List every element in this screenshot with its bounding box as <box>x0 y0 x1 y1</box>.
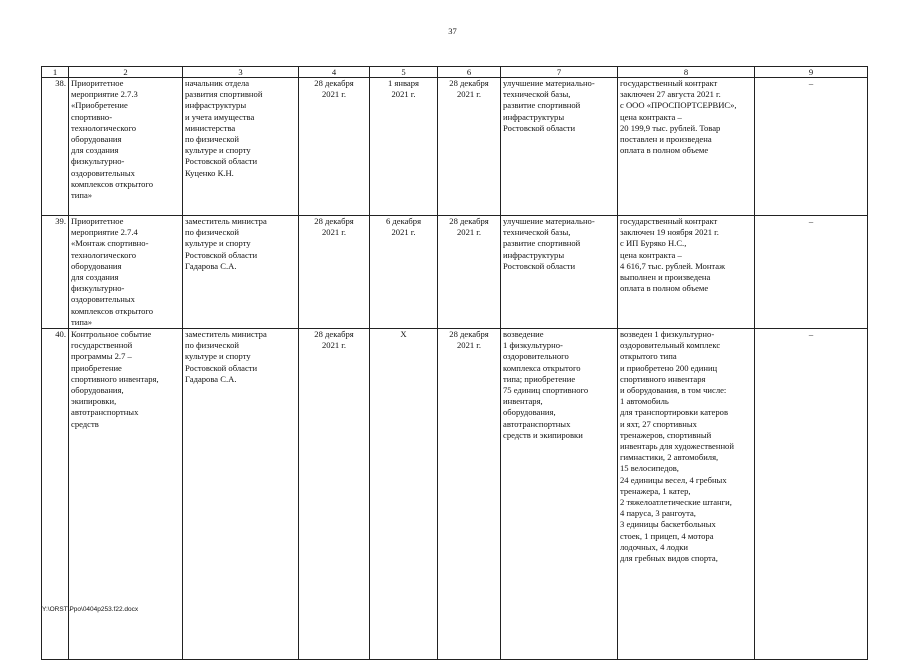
note: – <box>755 216 868 329</box>
row-number: 40. <box>42 329 69 660</box>
responsible-person: заместитель министра по физической культуре и спорту Ростовской области Гадарова С.А. <box>183 329 299 660</box>
table-row <box>42 216 868 329</box>
page-number: 37 <box>448 26 457 36</box>
planned-date: 28 декабря 2021 г. <box>299 329 370 660</box>
header-cell-6: 6 <box>438 67 501 78</box>
responsible-person: заместитель министра по физической культуре и спорту Ростовской области Гадарова С.А. <box>183 216 299 329</box>
responsible-person: начальник отдела развития спортивной инфраструктуры и учета имущества министерства по физической культуре и спорту Ростовской области Куценко К.Н. <box>183 78 299 216</box>
planned-result: улучшение материально- технической базы, развитие спортивной инфраструктуры Ростовской области <box>501 78 618 216</box>
planned-date: 28 декабря 2021 г. <box>299 216 370 329</box>
header-cell-2: 2 <box>69 67 183 78</box>
actual-start-date: Х <box>370 329 438 660</box>
note: – <box>755 329 868 660</box>
header-cell-8: 8 <box>618 67 755 78</box>
actual-result: государственный контракт заключен 19 ноября 2021 г. с ИП Буряко Н.С., цена контракта – 4 616,7 тыс. рублей. Монтаж выполнен и произведена оплата в полном объеме <box>618 216 755 329</box>
report-table <box>41 66 868 660</box>
planned-date: 28 декабря 2021 г. <box>299 78 370 216</box>
event-name: Приоритетное мероприятие 2.7.4 «Монтаж спортивно- технологического оборудования для создания физкультурно- оздоровительных комплексов открытого типа» <box>69 216 183 329</box>
file-path-footer: Y:\ORST\Ppo\0404p253.f22.docx <box>42 606 139 613</box>
header-row <box>42 67 868 78</box>
planned-result: улучшение материально- технической базы, развитие спортивной инфраструктуры Ростовской области <box>501 216 618 329</box>
event-name: Контрольное событие государственной программы 2.7 – приобретение спортивного инвентаря, оборудования, экипировки, автотранспортных средств <box>69 329 183 660</box>
header-cell-5: 5 <box>370 67 438 78</box>
header-cell-9: 9 <box>755 67 868 78</box>
planned-result: возведение 1 физкультурно- оздоровительного комплекса открытого типа; приобретение 75 единиц спортивного инвентаря, оборудования, автотранспортных средств и экипировки <box>501 329 618 660</box>
actual-result: возведен 1 физкультурно- оздоровительный комплекс открытого типа и приобретено 200 единиц спортивного инвентаря и оборудования, в том числе: 1 автомобиль для транспортировки катеров и яхт, 27 спортивных тренажеров, спортивный инвентарь для художественной гимнастики, 2 автомобиля, 15 велосипедов, 24 единицы весел, 4 гребных тренажера, 1 катер, 2 тяжелоатлетические штанги, 4 паруса, 3 рангоута, 3 единицы баскетбольных стоек, 1 прицеп, 4 мотора лодочных, 4 лодки для гребных видов спорта, <box>618 329 755 660</box>
row-number: 39. <box>42 216 69 329</box>
actual-end-date: 28 декабря 2021 г. <box>438 329 501 660</box>
row-number: 38. <box>42 78 69 216</box>
header-cell-3: 3 <box>183 67 299 78</box>
actual-end-date: 28 декабря 2021 г. <box>438 216 501 329</box>
header-cell-7: 7 <box>501 67 618 78</box>
header-cell-4: 4 <box>299 67 370 78</box>
actual-end-date: 28 декабря 2021 г. <box>438 78 501 216</box>
header-cell-1: 1 <box>42 67 69 78</box>
table-row <box>42 329 868 660</box>
actual-start-date: 1 января 2021 г. <box>370 78 438 216</box>
note: – <box>755 78 868 216</box>
actual-start-date: 6 декабря 2021 г. <box>370 216 438 329</box>
actual-result: государственный контракт заключен 27 августа 2021 г. с ООО «ПРОСПОРТСЕРВИС», цена контракта – 20 199,9 тыс. рублей. Товар поставлен и произведена оплата в полном объеме <box>618 78 755 216</box>
event-name: Приоритетное мероприятие 2.7.3 «Приобретение спортивно- технологического оборудования для создания физкультурно- оздоровительных комплексов открытого типа» <box>69 78 183 216</box>
table-row <box>42 78 868 216</box>
